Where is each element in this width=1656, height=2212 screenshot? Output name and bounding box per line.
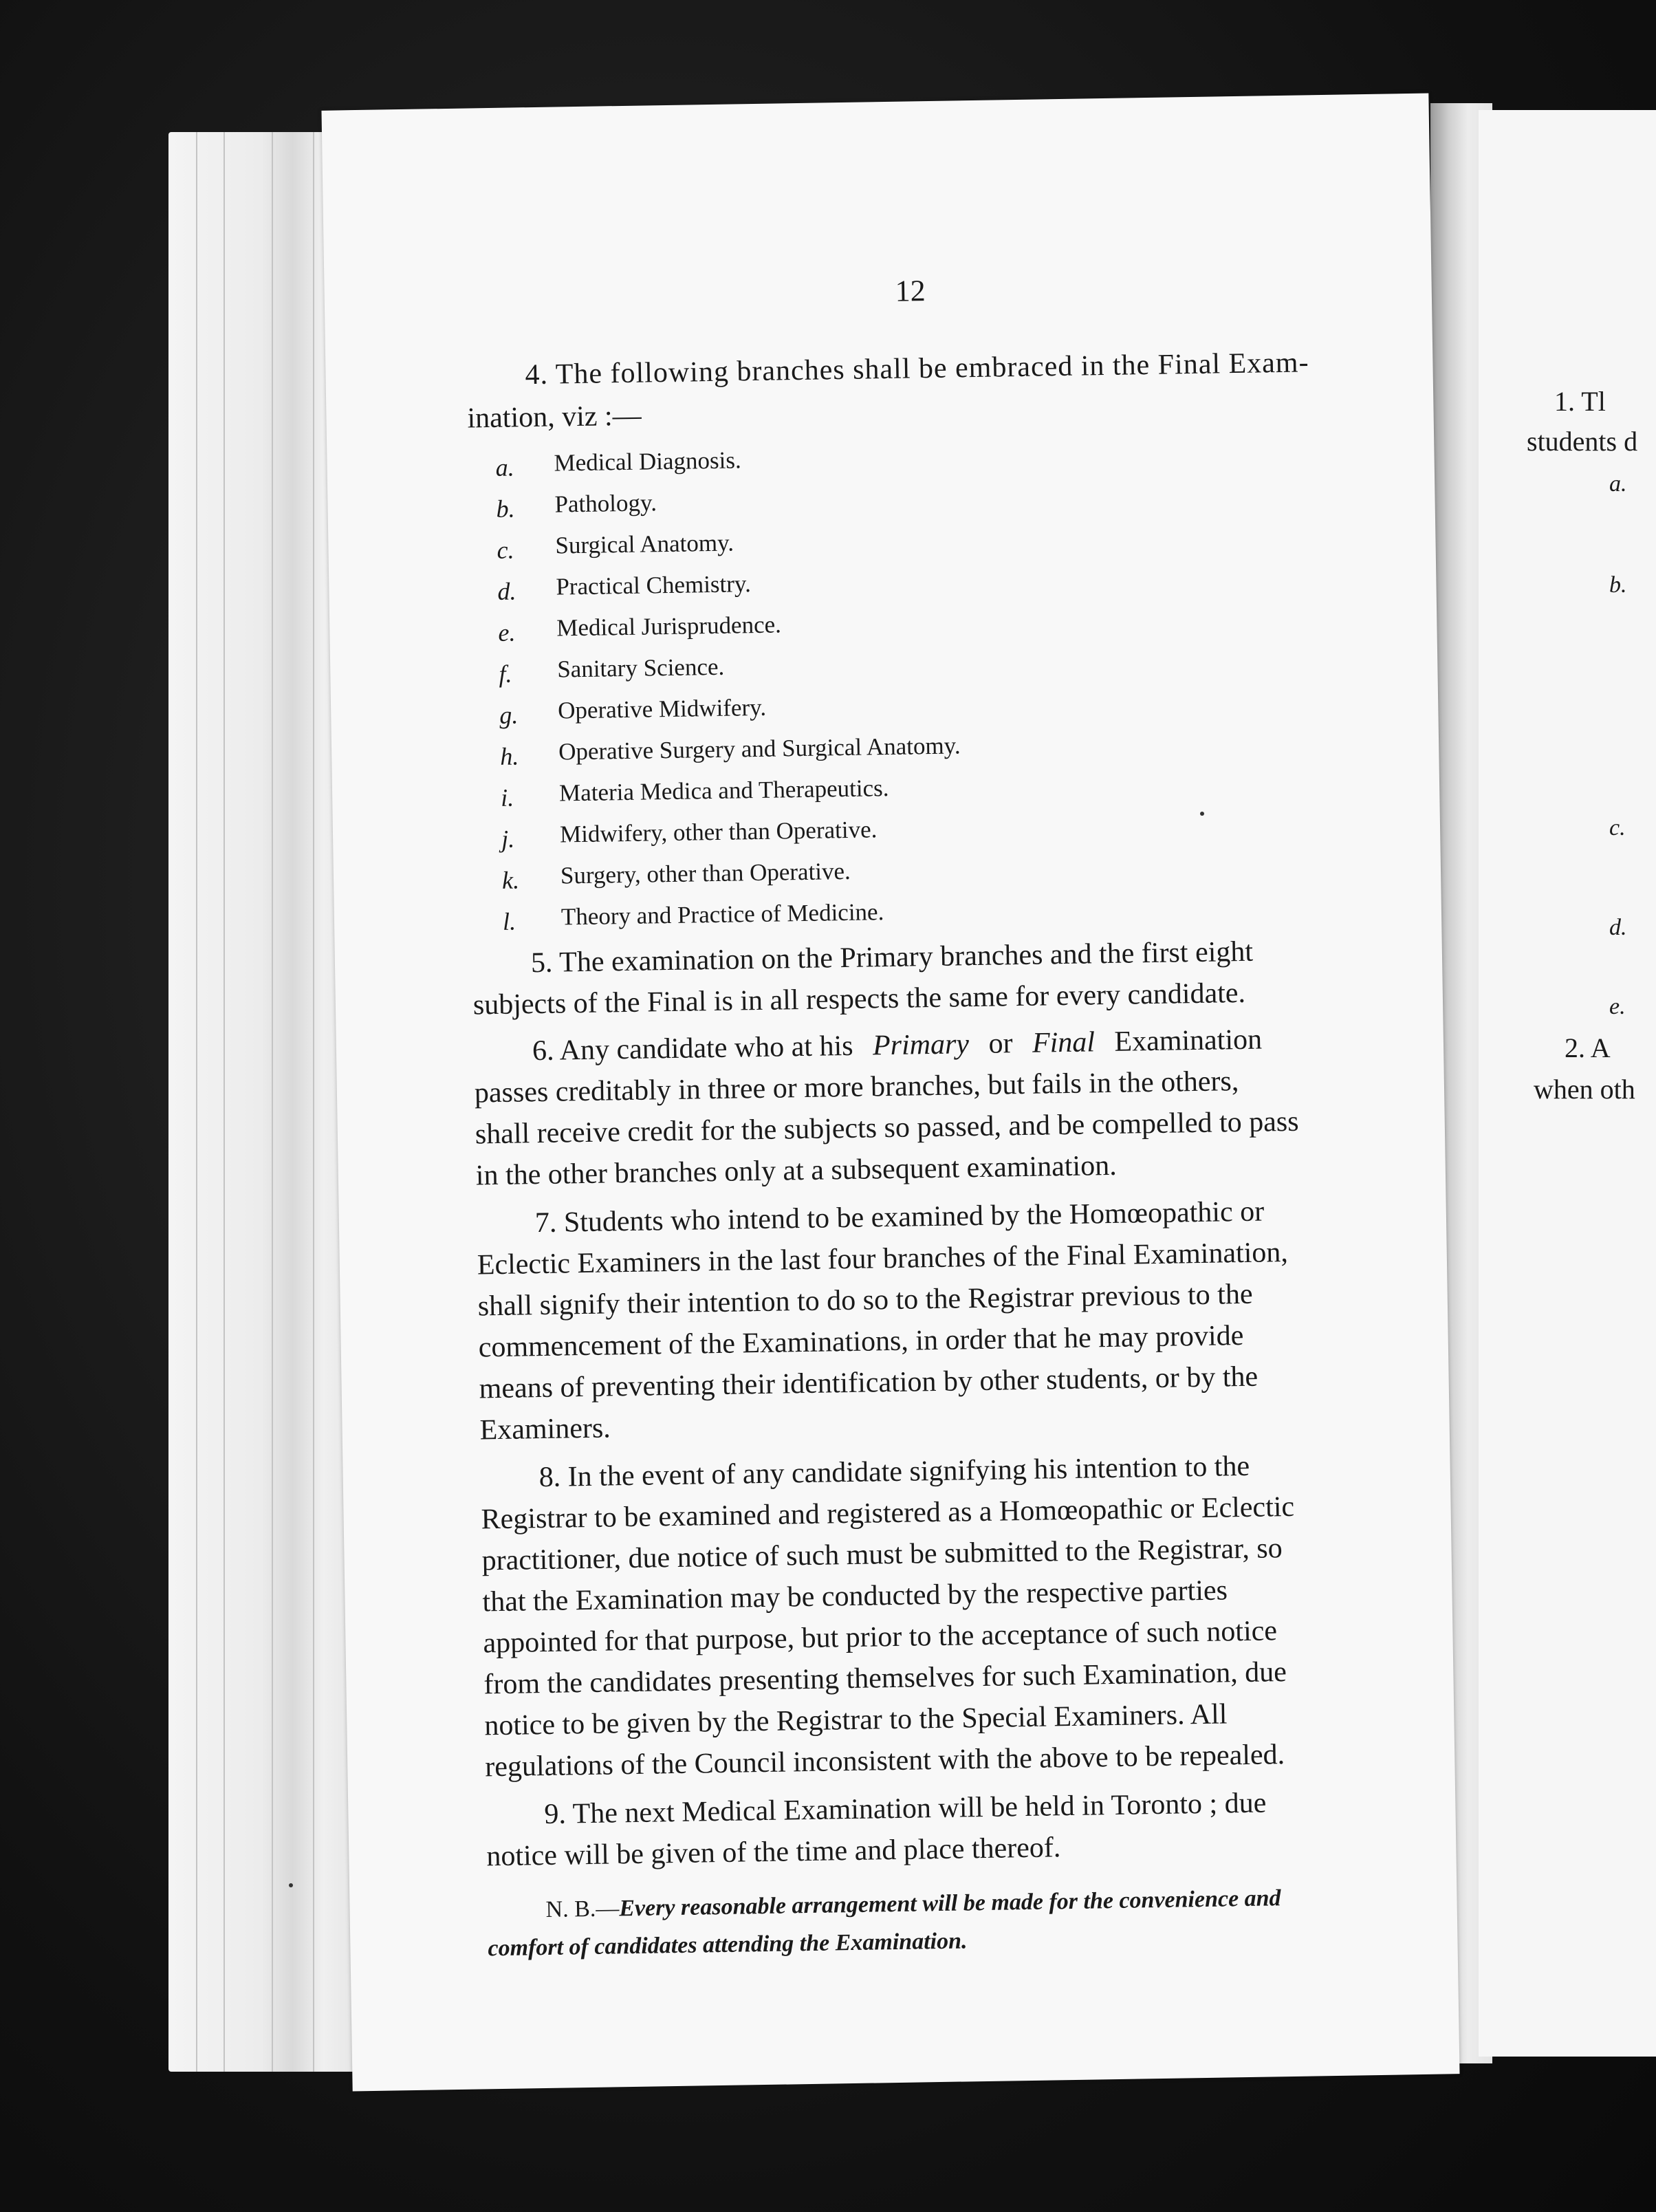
list-letter: k. <box>501 866 520 894</box>
nb-note-line <box>488 1923 968 1966</box>
paragraph-line: Examiners. <box>479 1412 611 1446</box>
list-item: Medical Jurisprudence. <box>556 611 782 642</box>
page-edge-line <box>224 132 225 2072</box>
paragraph-line: notice to be given by the Registrar to the Special Examiners. All <box>484 1698 1228 1742</box>
facing-text: 1. Tl <box>1554 386 1606 417</box>
speck <box>289 1883 293 1887</box>
list-letter: c. <box>497 536 514 564</box>
list-item: Surgical Anatomy. <box>555 529 734 559</box>
list-item: Pathology. <box>554 489 657 518</box>
list-item: Operative Surgery and Surgical Anatomy. <box>558 732 961 766</box>
list-letter: h. <box>499 742 519 770</box>
list-letter: l. <box>502 907 516 935</box>
list-letter: d. <box>497 577 516 605</box>
item6-final: Final <box>1032 1026 1096 1059</box>
paragraph-line: Registrar to be examined and registered as a Homœopathic or Eclectic <box>481 1490 1295 1536</box>
paragraph-line: shall signify their intention to do so to the Registrar previous to the <box>477 1278 1253 1323</box>
facing-letter: d. <box>1609 915 1627 940</box>
nb-text: comfort of candidates attending the Examination. <box>488 1928 968 1962</box>
page-number: 12 <box>895 274 926 308</box>
paragraph-line: in the other branches only at a subsequent examination. <box>475 1149 1117 1192</box>
paragraph-line: 7. Students who intend to be examined by the Homœopathic or <box>534 1195 1265 1239</box>
list-letter: i. <box>500 783 514 812</box>
facing-letter: a. <box>1609 471 1627 497</box>
list-letter: e. <box>498 618 516 647</box>
facing-letter: c. <box>1609 815 1626 841</box>
list-letter: g. <box>499 701 519 729</box>
paragraph-line: practitioner, due notice of such must be submitted to the Registrar, so <box>481 1532 1283 1577</box>
facing-letter: b. <box>1609 572 1627 598</box>
facing-text: 2. A <box>1565 1032 1611 1063</box>
list-item: Midwifery, other than Operative. <box>559 816 878 848</box>
item6-rest: Examination <box>1114 1023 1263 1058</box>
paragraph-line: from the candidates presenting themselves for such Examination, due <box>483 1656 1287 1701</box>
facing-page <box>1479 110 1656 2057</box>
list-item: Sanitary Science. <box>556 653 725 683</box>
list-item: Practical Chemistry. <box>556 570 752 600</box>
facing-text: when oth <box>1534 1074 1635 1105</box>
paragraph-line: appointed for that purpose, but prior to the acceptance of such notice <box>483 1615 1278 1660</box>
list-item: Surgery, other than Operative. <box>560 857 851 889</box>
nb-note-line <box>545 1880 1281 1928</box>
paragraph-line: passes creditably in three or more branches, but fails in the others, <box>474 1065 1239 1109</box>
facing-text: students d <box>1527 426 1638 457</box>
paragraph-line: 5. The examination on the Primary branches and the first eight <box>530 935 1254 979</box>
document-page <box>321 94 1459 2092</box>
paragraph-line: that the Examination may be conducted by the respective parties <box>482 1574 1228 1618</box>
paragraph-line: 4. The following branches shall be embraced in the Final Exam- <box>525 347 1309 391</box>
paragraph-line: shall receive credit for the subjects so passed, and be compelled to pass <box>475 1105 1299 1151</box>
facing-letter: e. <box>1609 994 1626 1019</box>
paragraph-line: means of preventing their identification by other students, or by the <box>479 1360 1259 1405</box>
paragraph-line: subjects of the Final is in all respects the same for every candidate. <box>472 977 1246 1021</box>
paragraph-line: commencement of the Examinations, in order that he may provide <box>478 1319 1244 1364</box>
paragraph-line: notice will be given of the time and place thereof. <box>486 1832 1061 1873</box>
list-letter: b. <box>496 495 515 523</box>
page-edge-line <box>313 132 314 2072</box>
paragraph-line: 9. The next Medical Examination will be held in Toronto ; due <box>544 1787 1267 1831</box>
list-item: Operative Midwifery. <box>557 693 767 724</box>
speck <box>1200 812 1204 816</box>
item6-or: or <box>988 1028 1013 1060</box>
item6-primary: Primary <box>872 1028 970 1062</box>
list-letter: j. <box>501 825 515 853</box>
page-edge-line <box>196 132 197 2072</box>
nb-label: N. B.— <box>545 1896 620 1923</box>
paragraph-line: Eclectic Examiners in the last four branches of the Final Examination, <box>477 1236 1289 1281</box>
item6-prefix: 6. Any candidate who at his <box>532 1030 853 1067</box>
list-letter: a. <box>495 453 514 481</box>
list-letter: f. <box>499 660 512 688</box>
list-item: Materia Medica and Therapeutics. <box>558 774 889 807</box>
nb-text: Every reasonable arrangement will be made for the convenience and <box>619 1885 1281 1922</box>
paragraph-line: regulations of the Council inconsistent with the above to be repealed. <box>484 1739 1285 1783</box>
paragraph-line: 8. In the event of any candidate signifying his intention to the <box>538 1450 1250 1494</box>
list-item: Medical Diagnosis. <box>554 446 742 477</box>
paragraph-line: ination, viz :— <box>467 400 642 435</box>
page-edge-line <box>272 132 273 2072</box>
list-item: Theory and Practice of Medicine. <box>560 898 884 931</box>
